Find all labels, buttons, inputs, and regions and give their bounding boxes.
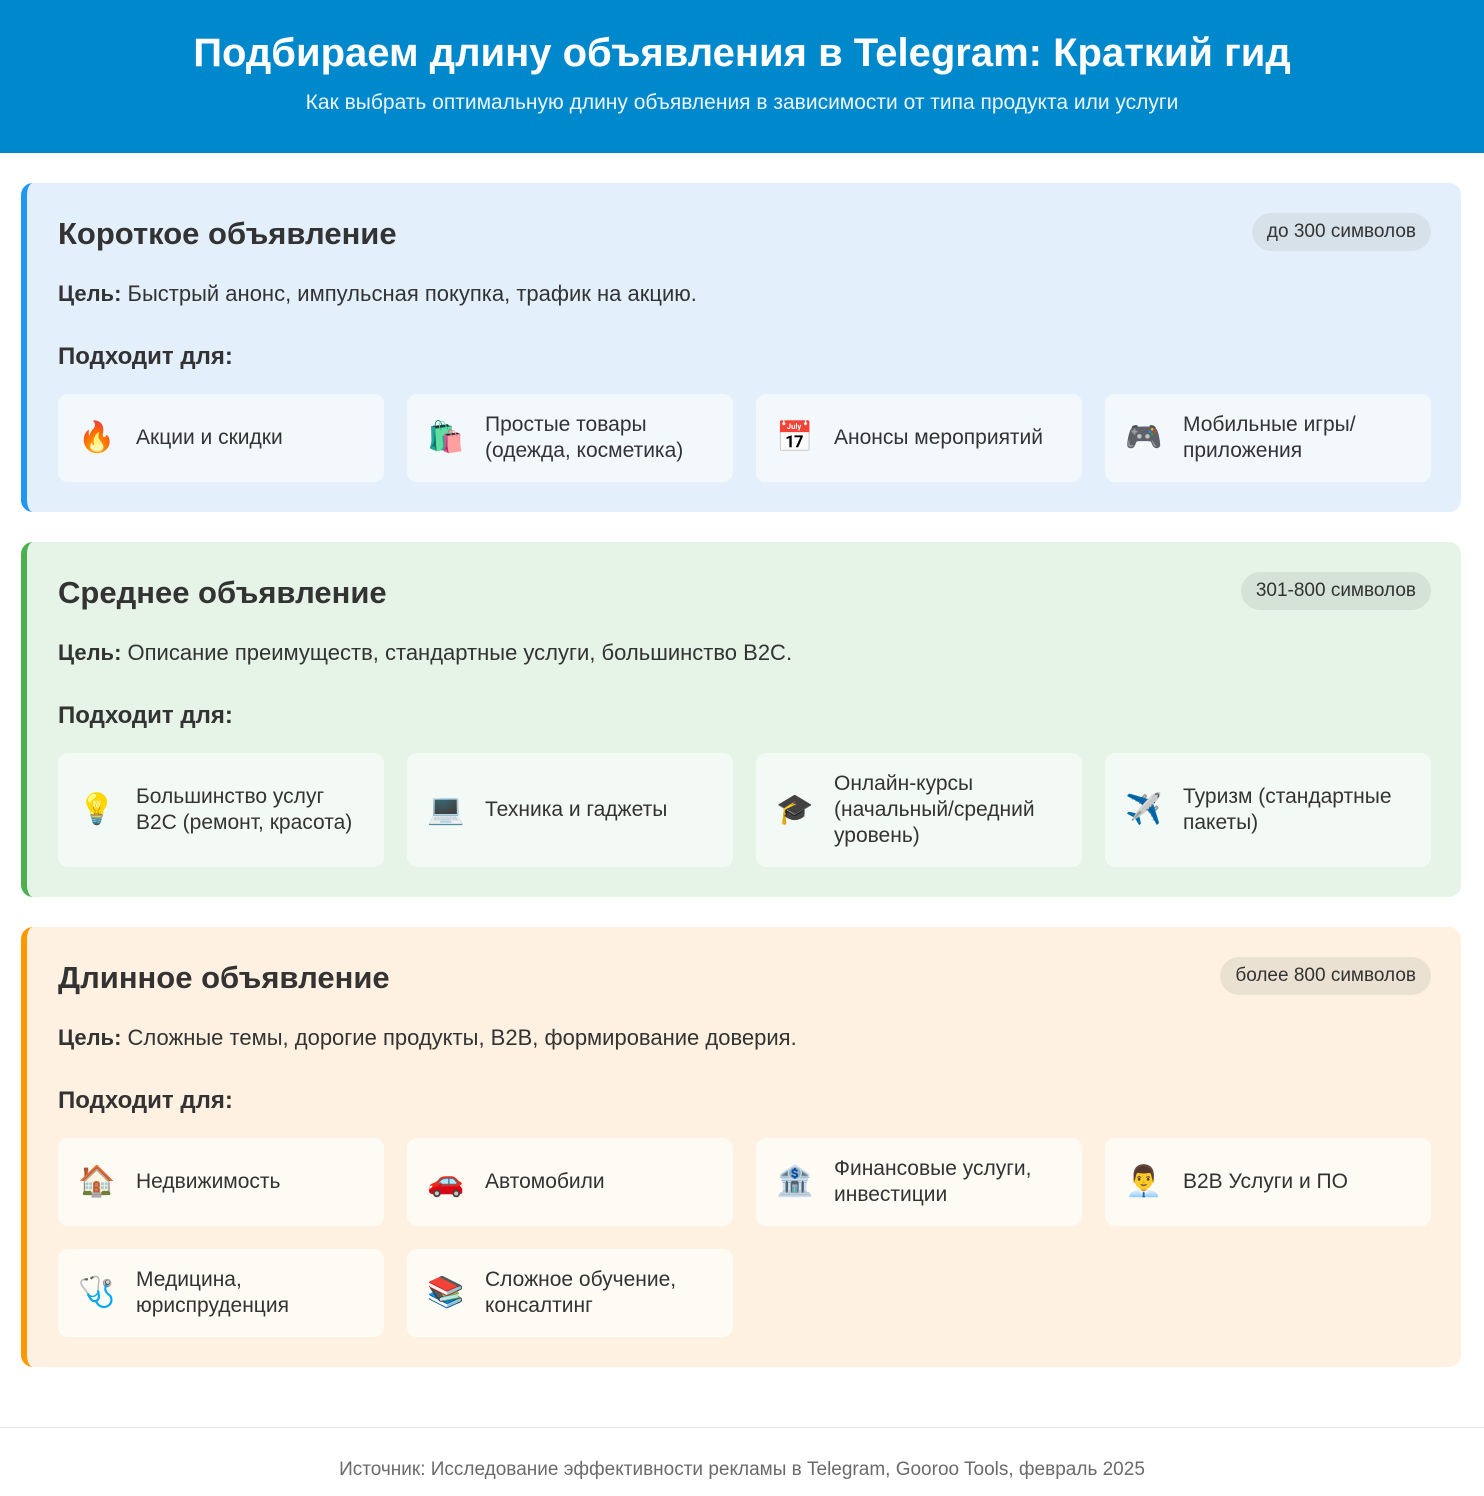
section-medium-ad	[21, 542, 1461, 897]
item-label: Техника и гаджеты	[485, 798, 668, 821]
list-item	[1105, 394, 1431, 482]
laptop-icon: 💻	[427, 793, 465, 826]
stethoscope-icon: 🩺	[78, 1276, 116, 1309]
goal-label: Цель:	[58, 281, 122, 306]
list-item	[1105, 1138, 1431, 1226]
source-note: Источник: Исследование эффективности рекламы в Telegram, Gooroo Tools, февраль 2025	[339, 1459, 1145, 1480]
item-label: Мобильные игры/ приложения	[1183, 413, 1356, 462]
list-item	[756, 753, 1082, 867]
car-icon: 🚗	[427, 1165, 465, 1198]
calendar-icon: 📅	[776, 421, 814, 454]
graduation-cap-icon: 🎓	[776, 793, 814, 826]
length-badge: 301-800 символов	[1241, 572, 1431, 610]
item-label: Простые товары (одежда, косметика)	[485, 413, 684, 462]
fits-heading: Подходит для:	[58, 702, 233, 729]
section-header	[58, 213, 1431, 253]
section-header	[58, 957, 1431, 997]
bank-icon: 🏦	[776, 1165, 814, 1198]
section-title: Среднее объявление	[58, 575, 387, 610]
airplane-icon: ✈️	[1125, 793, 1163, 826]
list-item	[58, 1249, 384, 1337]
lightbulb-icon: 💡	[78, 793, 116, 826]
books-icon: 📚	[427, 1276, 465, 1309]
length-badge: более 800 символов	[1220, 957, 1431, 995]
list-item	[407, 1249, 733, 1337]
item-label: Акции и скидки	[136, 426, 283, 449]
section-goal	[58, 1024, 797, 1052]
list-item	[407, 753, 733, 867]
item-label: Недвижимость	[136, 1170, 281, 1193]
fits-heading: Подходит для:	[58, 343, 233, 370]
item-label: Онлайн-курсы (начальный/средний уровень)	[834, 772, 1035, 847]
list-item	[1105, 753, 1431, 867]
item-label: Финансовые услуги, инвестиции	[834, 1157, 1032, 1206]
section-title: Короткое объявление	[58, 216, 397, 251]
goal-label: Цель:	[58, 1025, 122, 1050]
list-item	[58, 753, 384, 867]
goal-label: Цель:	[58, 640, 122, 665]
goal-text: Описание преимуществ, стандартные услуги, большинство B2C.	[127, 640, 793, 665]
item-label: Туризм (стандартные пакеты)	[1183, 785, 1392, 834]
list-item	[407, 1138, 733, 1226]
page-subtitle: Как выбрать оптимальную длину объявления в зависимости от типа продукта или услуги	[305, 91, 1179, 114]
fire-icon: 🔥	[78, 421, 116, 454]
section-header	[58, 572, 1431, 612]
item-label: Анонсы мероприятий	[834, 426, 1044, 449]
length-badge: до 300 символов	[1252, 213, 1431, 251]
goal-text: Сложные темы, дорогие продукты, B2B, формирование доверия.	[127, 1025, 797, 1050]
header	[0, 0, 1484, 153]
list-item	[756, 1138, 1082, 1226]
section-goal	[58, 639, 792, 667]
page-title: Подбираем длину объявления в Telegram: Краткий гид	[193, 31, 1291, 75]
section-short-ad	[21, 183, 1461, 512]
section-title: Длинное объявление	[58, 960, 390, 995]
list-item	[58, 1138, 384, 1226]
item-label: B2B Услуги и ПО	[1183, 1170, 1348, 1193]
businessman-icon: 👨‍💼	[1125, 1165, 1163, 1198]
item-label: Автомобили	[485, 1170, 605, 1193]
house-icon: 🏠	[78, 1165, 116, 1198]
section-goal	[58, 280, 697, 308]
fits-heading: Подходит для:	[58, 1087, 233, 1114]
shopping-bags-icon: 🛍️	[427, 421, 465, 454]
item-label: Большинство услуг B2C (ремонт, красота)	[136, 785, 353, 834]
list-item	[407, 394, 733, 482]
gamepad-icon: 🎮	[1125, 421, 1163, 454]
list-item	[58, 394, 384, 482]
section-long-ad	[21, 927, 1461, 1367]
footer	[0, 1427, 1484, 1496]
item-label: Медицина, юриспруденция	[136, 1268, 289, 1317]
list-item	[756, 394, 1082, 482]
goal-text: Быстрый анонс, импульсная покупка, трафик на акцию.	[127, 281, 697, 306]
item-label: Сложное обучение, консалтинг	[485, 1268, 677, 1317]
